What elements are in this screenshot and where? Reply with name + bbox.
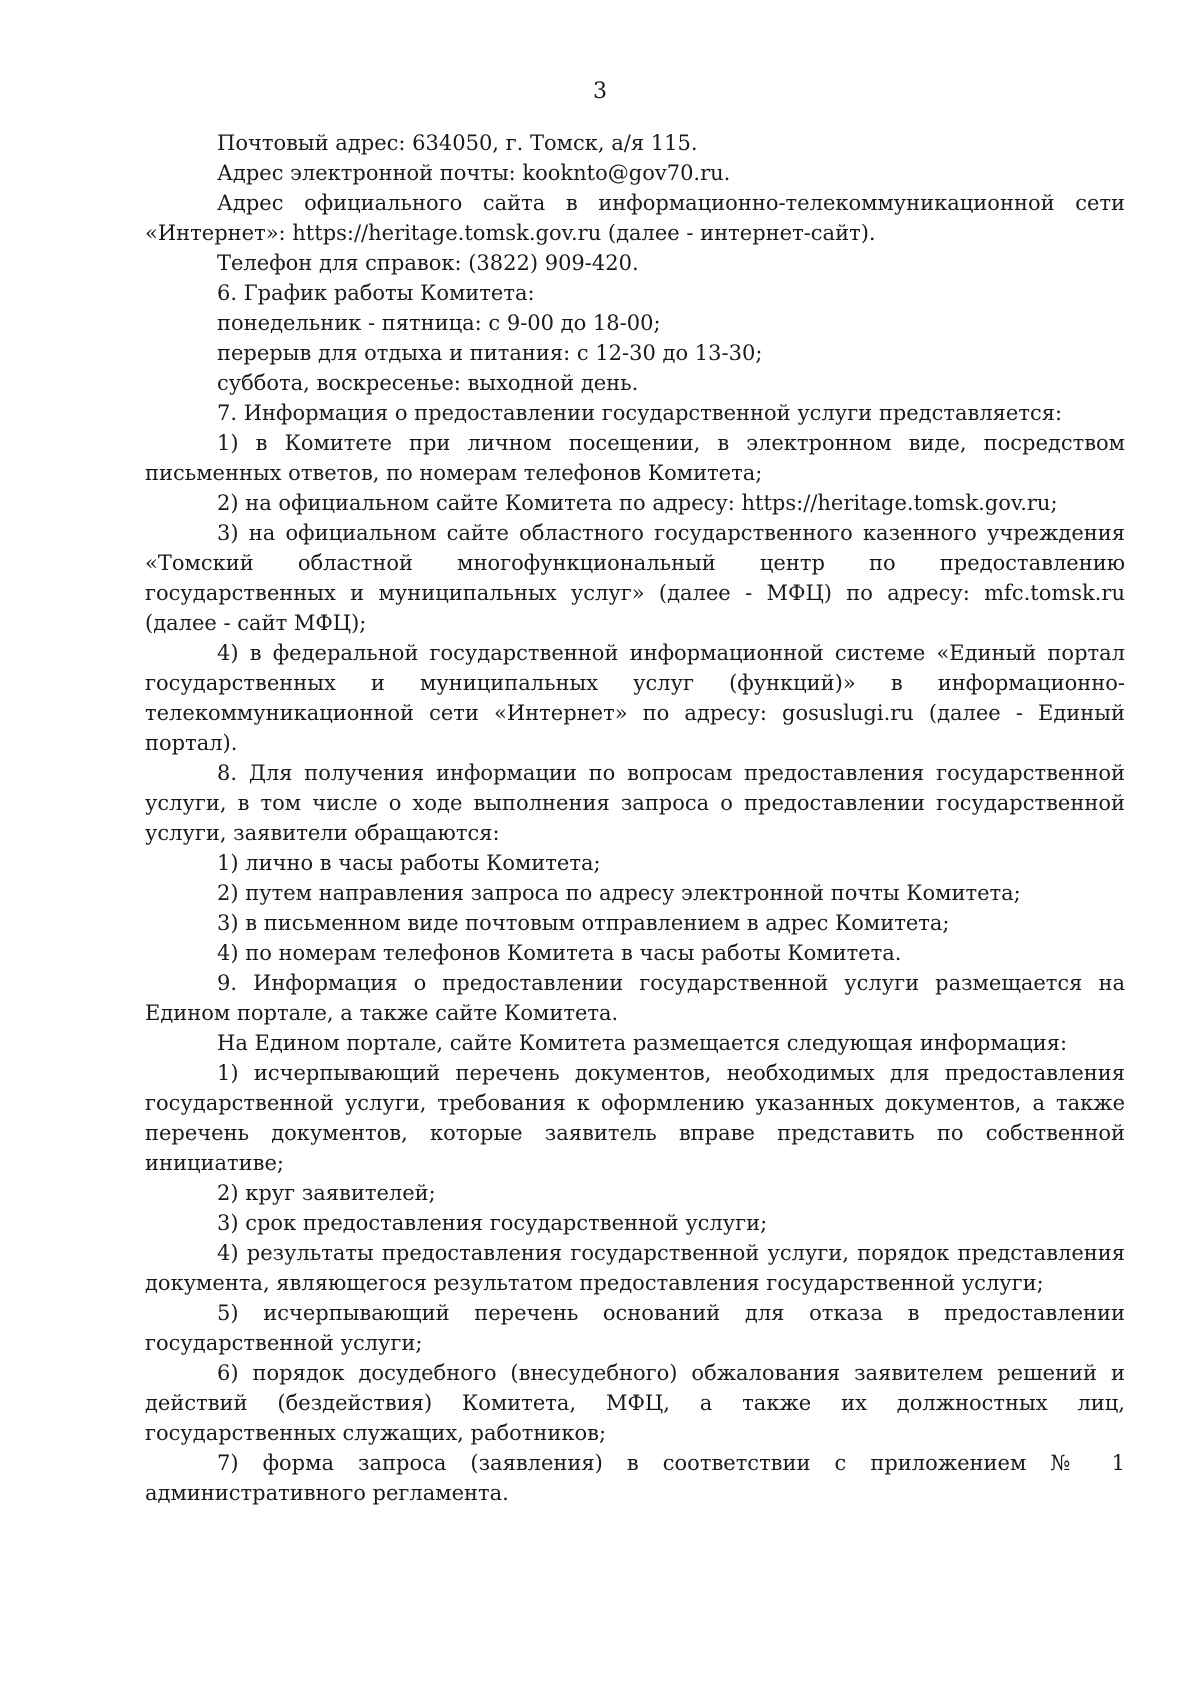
- reference-phone: Телефон для справок: (3822) 909-420.: [217, 251, 639, 275]
- item-9-sub-4: 4) результаты предоставления государственной услуги, порядок представления документа, являющегося результатом предоставления государственной услуги;: [145, 1241, 1125, 1295]
- item-9-sub-2: 2) круг заявителей;: [217, 1181, 436, 1205]
- item-7-sub-2: 2) на официальном сайте Комитета по адресу: https://heritage.tomsk.gov.ru;: [217, 491, 1058, 515]
- schedule-weekdays: понедельник - пятница: с 9-00 до 18-00;: [217, 311, 661, 335]
- item-7-heading: 7. Информация о предоставлении государственной услуги представляется:: [217, 401, 1063, 425]
- item-8-sub-1: 1) лично в часы работы Комитета;: [217, 851, 601, 875]
- item-6-heading: 6. График работы Комитета:: [217, 281, 535, 305]
- item-9-sub-6: 6) порядок досудебного (внесудебного) обжалования заявителем решений и действий (бездействия) Комитета, МФЦ, а также их должностных лиц, государственных служащих, работников;: [145, 1361, 1125, 1445]
- item-9-sub-3: 3) срок предоставления государственной услуги;: [217, 1211, 768, 1235]
- schedule-weekend: суббота, воскресенье: выходной день.: [217, 371, 639, 395]
- document-body: [145, 128, 1125, 1508]
- item-8-sub-4: 4) по номерам телефонов Комитета в часы работы Комитета.: [217, 941, 902, 965]
- email-address: Адрес электронной почты: kooknto@gov70.ru.: [217, 161, 731, 185]
- item-9-sub-1: 1) исчерпывающий перечень документов, необходимых для предоставления государственной услуги, требования к оформлению указанных документов, а также перечень документов, которые заявитель вправе представить по собственной инициативе;: [145, 1061, 1125, 1175]
- item-7-sub-3: 3) на официальном сайте областного государственного казенного учреждения «Томский областной многофункциональный центр по предоставлению государственных и муниципальных услуг» (далее - МФЦ) по адресу: mfc.tomsk.ru (далее - сайт МФЦ);: [145, 521, 1125, 635]
- item-9-sub-5: 5) исчерпывающий перечень оснований для отказа в предоставлении государственной услуги;: [145, 1301, 1125, 1355]
- item-7-sub-4: 4) в федеральной государственной информационной системе «Единый портал государственных и муниципальных услуг (функций)» в информационно-телекоммуникационной сети «Интернет» по адресу: gosuslugi.ru (далее - Единый портал).: [145, 641, 1125, 755]
- item-9-intro: На Едином портале, сайте Комитета размещается следующая информация:: [217, 1031, 1068, 1055]
- item-7-sub-1: 1) в Комитете при личном посещении, в электронном виде, посредством письменных ответов, по номерам телефонов Комитета;: [145, 431, 1125, 485]
- postal-address: Почтовый адрес: 634050, г. Томск, а/я 115.: [217, 131, 698, 155]
- page-number: 3: [593, 79, 607, 104]
- item-9-sub-7: 7) форма запроса (заявления) в соответствии с приложением № 1 административного регламента.: [145, 1451, 1125, 1505]
- item-8-sub-2: 2) путем направления запроса по адресу электронной почты Комитета;: [217, 881, 1021, 905]
- schedule-break: перерыв для отдыха и питания: с 12-30 до 13-30;: [217, 341, 763, 365]
- item-8-sub-3: 3) в письменном виде почтовым отправлением в адрес Комитета;: [217, 911, 950, 935]
- item-9-heading: 9. Информация о предоставлении государственной услуги размещается на Едином портале, а также сайте Комитета.: [145, 971, 1125, 1025]
- item-8-heading: 8. Для получения информации по вопросам предоставления государственной услуги, в том числе о ходе выполнения запроса о предоставлении государственной услуги, заявители обращаются:: [145, 761, 1125, 845]
- website-address: Адрес официального сайта в информационно-телекоммуникационной сети «Интернет»: https://heritage.tomsk.gov.ru (далее - интернет-сайт).: [145, 191, 1125, 245]
